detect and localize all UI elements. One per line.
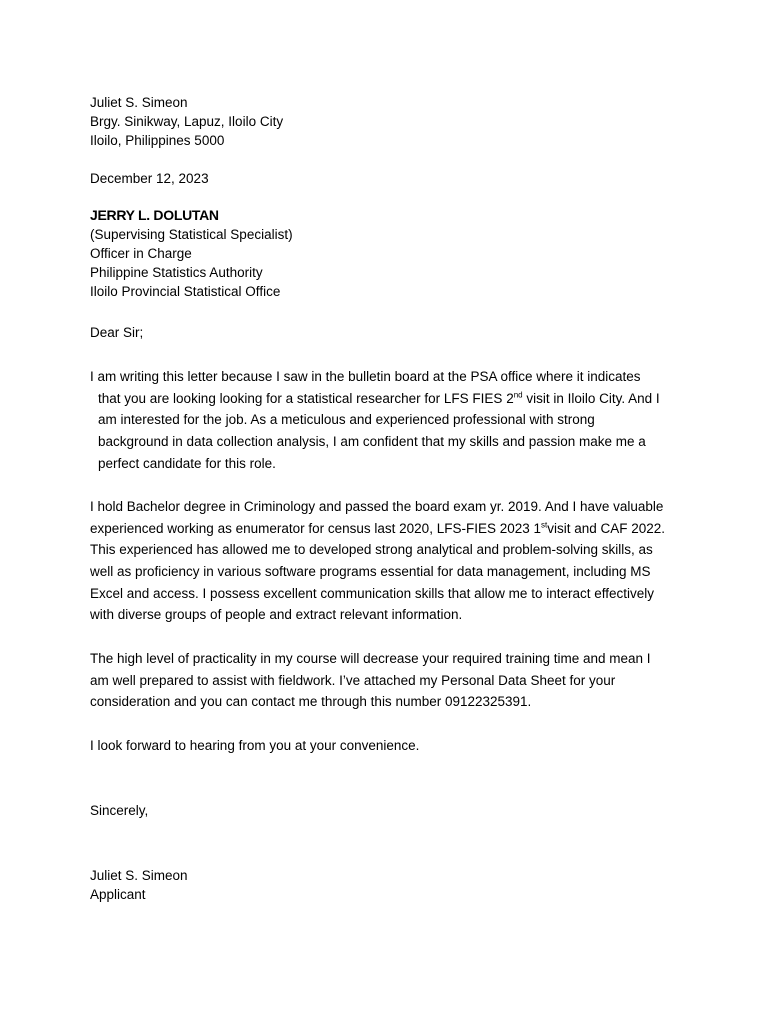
letter-date-block (90, 169, 690, 188)
sender-address-line1: Brgy. Sinikway, Lapuz, Iloilo City (90, 114, 284, 129)
paragraph-line: consideration and you can contact me through this number 09122325391. (90, 694, 532, 710)
recipient-name: JERRY L. DOLUTAN (90, 207, 219, 223)
paragraph-line: with diverse groups of people and extract relevant information. (90, 607, 463, 623)
paragraph-line: background in data collection analysis, I am confident that my skills and passion make me a (98, 434, 646, 450)
recipient-office: Iloilo Provincial Statistical Office (90, 284, 281, 299)
recipient-title: (Supervising Statistical Specialist) (90, 227, 293, 242)
ordinal-superscript: st (541, 520, 548, 530)
body-paragraph-1 (90, 366, 690, 474)
paragraph-line: am well prepared to assist with fieldwork. I’ve attached my Personal Data Sheet for your (90, 672, 616, 688)
paragraph-line: perfect candidate for this role. (98, 455, 276, 471)
body-paragraph-2 (90, 496, 690, 626)
sender-address-line2: Iloilo, Philippines 5000 (90, 133, 225, 148)
recipient-address (90, 206, 690, 301)
paragraph-line: that you are looking looking for a statistical researcher for LFS FIES 2nd visit in Iloilo City. And I (98, 390, 660, 406)
salutation-block (90, 323, 690, 342)
salutation: Dear Sir; (90, 325, 144, 340)
paragraph-line: The high level of practicality in my course will decrease your required training time and mean I (90, 651, 651, 666)
body-paragraph-4 (90, 735, 690, 757)
paragraph-line: experienced working as enumerator for census last 2020, LFS-FIES 2023 1stvisit and CAF 2022. (90, 520, 666, 536)
sender-address (90, 93, 690, 150)
letter-date: December 12, 2023 (90, 171, 209, 186)
signature-name: Juliet S. Simeon (90, 868, 188, 883)
paragraph-line: am interested for the job. As a meticulous and experienced professional with strong (98, 412, 595, 428)
paragraph-line: I hold Bachelor degree in Criminology and passed the board exam yr. 2019. And I have valuable (90, 499, 664, 514)
paragraph-line: This experienced has allowed me to developed strong analytical and problem-solving skills, as (90, 542, 653, 558)
body-paragraph-3 (90, 648, 690, 713)
closing: Sincerely, (90, 803, 149, 818)
recipient-position: Officer in Charge (90, 246, 192, 261)
signature-block (90, 866, 690, 904)
recipient-organization: Philippine Statistics Authority (90, 265, 263, 280)
paragraph-line: Excel and access. I possess excellent communication skills that allow me to interact effectively (90, 585, 655, 601)
paragraph-line: I look forward to hearing from you at your convenience. (90, 738, 420, 753)
paragraph-line: well as proficiency in various software programs essential for data management, including MS (90, 564, 651, 580)
sender-name: Juliet S. Simeon (90, 95, 188, 110)
ordinal-superscript: nd (513, 390, 523, 400)
paragraph-line: I am writing this letter because I saw in the bulletin board at the PSA office where it indicates (90, 369, 641, 384)
closing-block (90, 801, 690, 820)
signature-role: Applicant (90, 887, 146, 902)
